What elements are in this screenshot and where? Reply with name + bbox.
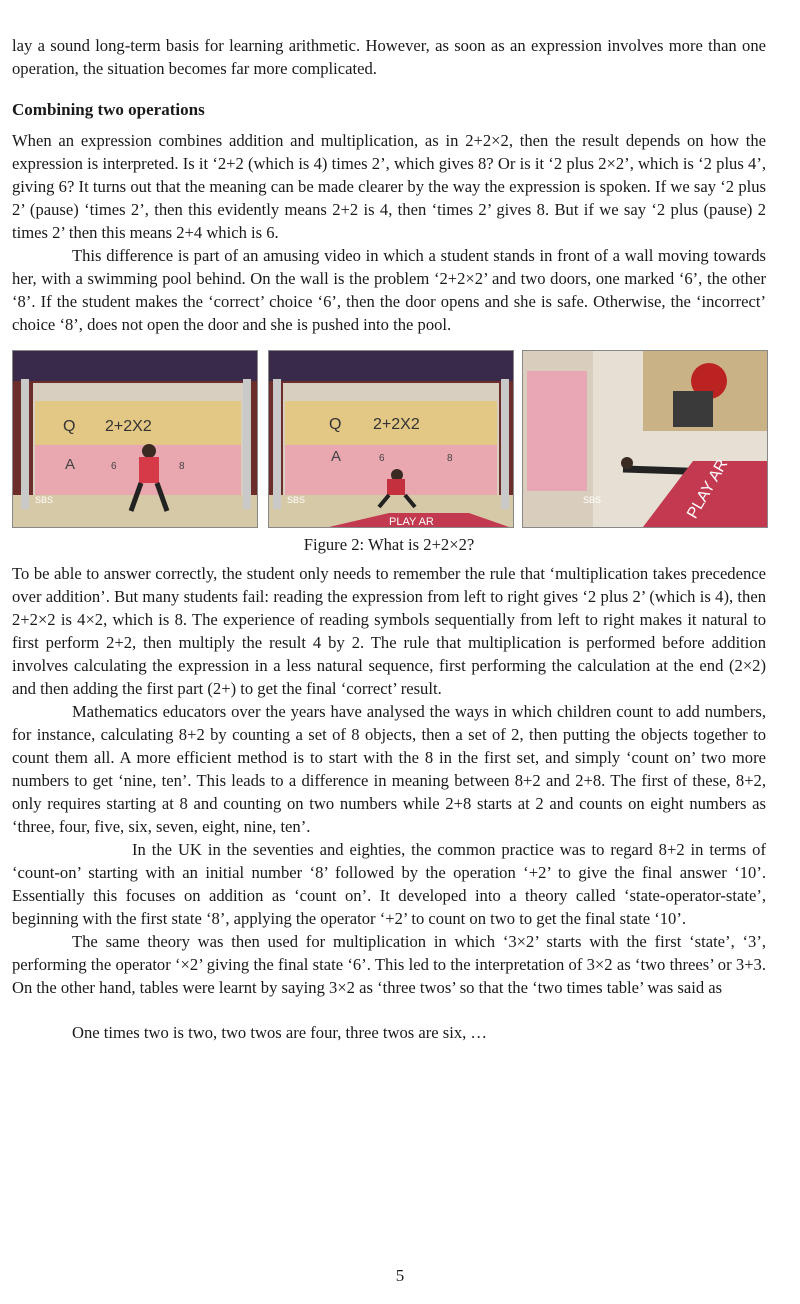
paragraph-5: In the UK in the seventies and eighties, the common practice was to regard 8+2 in terms of ‘count-on’ starting with an initial number ‘8’ followed by the operation ‘+2’ to give the final answer ‘10’. Essentially this focuses on addition as ‘count on’. It developed into a theory called ‘state-operator-state’, beginning with the first state ‘8’, applying the operator ‘+2’ to count on two to get the final state ‘10’. (12, 840, 766, 928)
figure-2 (12, 350, 766, 528)
expression-label: 2+2X2 (105, 418, 152, 435)
door-right-label: 8 (179, 461, 185, 472)
paragraph-4: Mathematics educators over the years have analysed the ways in which children count to add numbers, for instance, calculating 8+2 by counting a set of 8 objects, then a set of 2, then putting the objects together to count them all. A more efficient method is to start with the 8 in the first set, and simply ‘count on’ two more numbers to get ‘nine, ten’. This leads to a difference in meaning between 8+2 and 2+8. The first of these, 8+2, only requires starting at 8 and counting on two numbers while 2+8 starts at 2 and counts on eight numbers as ‘three, four, five, six, seven, eight, nine, ten’. (12, 702, 766, 836)
door-right-label-2: 8 (447, 453, 453, 464)
q-label-2: Q (329, 416, 342, 433)
video-frame-2 (268, 350, 514, 528)
paragraph-2: This difference is part of an amusing video in which a student stands in front of a wall moving towards her, with a swimming pool behind. On the wall is the problem ‘2+2×2’ and two doors, one marked ‘6’, the other ‘8’. If the student makes the ‘correct’ choice ‘6’, then the door opens and she is safe. Otherwise, the ‘incorrect’ choice ‘8’, does not open the door and she is pushed into the pool. (12, 246, 766, 334)
broadcaster-label-3: SBS (583, 495, 602, 505)
quote-line: One times two is two, two twos are four, three twos are six, … (72, 1023, 488, 1042)
banner-label-2: PLAY AR (389, 516, 434, 527)
paragraph-6: The same theory was then used for multiplication in which ‘3×2’ starts with the first ‘state’, ‘3’, performing the operator ‘×2’ giving the final state ‘6’. This led to the interpretation of 3×2 as ‘two threes’ or 3+3. On the other hand, tables were learnt by saying 3×2 as ‘three twos’ so that the ‘two times table’ was said as (12, 932, 766, 997)
a-label-2: A (331, 448, 342, 465)
door-left-label-2: 6 (379, 453, 385, 464)
banner-label-3: PLAY AR (684, 456, 732, 522)
broadcaster-label: SBS (35, 495, 54, 505)
document-page (12, 34, 766, 1044)
section-heading: Combining two operations (12, 100, 205, 119)
a-label: A (65, 456, 76, 473)
door-left-label: 6 (111, 461, 117, 472)
broadcaster-label-2: SBS (287, 495, 306, 505)
page-number: 5 (395, 1266, 405, 1285)
q-label: Q (63, 418, 76, 435)
expression-label-2: 2+2X2 (373, 416, 420, 433)
paragraph-1: When an expression combines addition and multiplication, as in 2+2×2, then the result depends on how the expression is interpreted. Is it ‘2+2 (which is 4) times 2’, which gives 8? Or is it ‘2 plus 2×2’, which is ‘2 plus 4’, giving 6? It turns out that the meaning can be made clearer by the way the expression is spoken. If we say ‘2 plus 2’ (pause) ‘times 2’, then this evidently means 2+2 is 4, then ‘times 2’ gives 8. But if we say ‘2 plus (pause) 2 times 2’ then this means 2+4 which is 6. (12, 131, 766, 242)
figure-caption: Figure 2: What is 2+2×2? (303, 535, 475, 554)
paragraph-intro-tail: lay a sound long-term basis for learning arithmetic. However, as soon as an expression involves more than one operation, the situation becomes far more complicated. (12, 36, 766, 78)
video-frame-1 (12, 350, 258, 528)
paragraph-3: To be able to answer correctly, the student only needs to remember the rule that ‘multiplication takes precedence over addition’. But many students fail: reading the expression from left to right gives ‘2 plus 2’ (which is 4), then 2+2×2 is 4×2, which is 8. The experience of reading symbols sequentially from left to right makes it natural to first perform 2+2, then multiply the result 4 by 2. The rule that multiplication is performed before addition involves calculating the expression in a less natural sequence, first performing the calculation at the end (2×2) and then adding the first part (2+) to get the final ‘correct’ result. (12, 564, 766, 698)
video-frame-3 (522, 350, 768, 528)
